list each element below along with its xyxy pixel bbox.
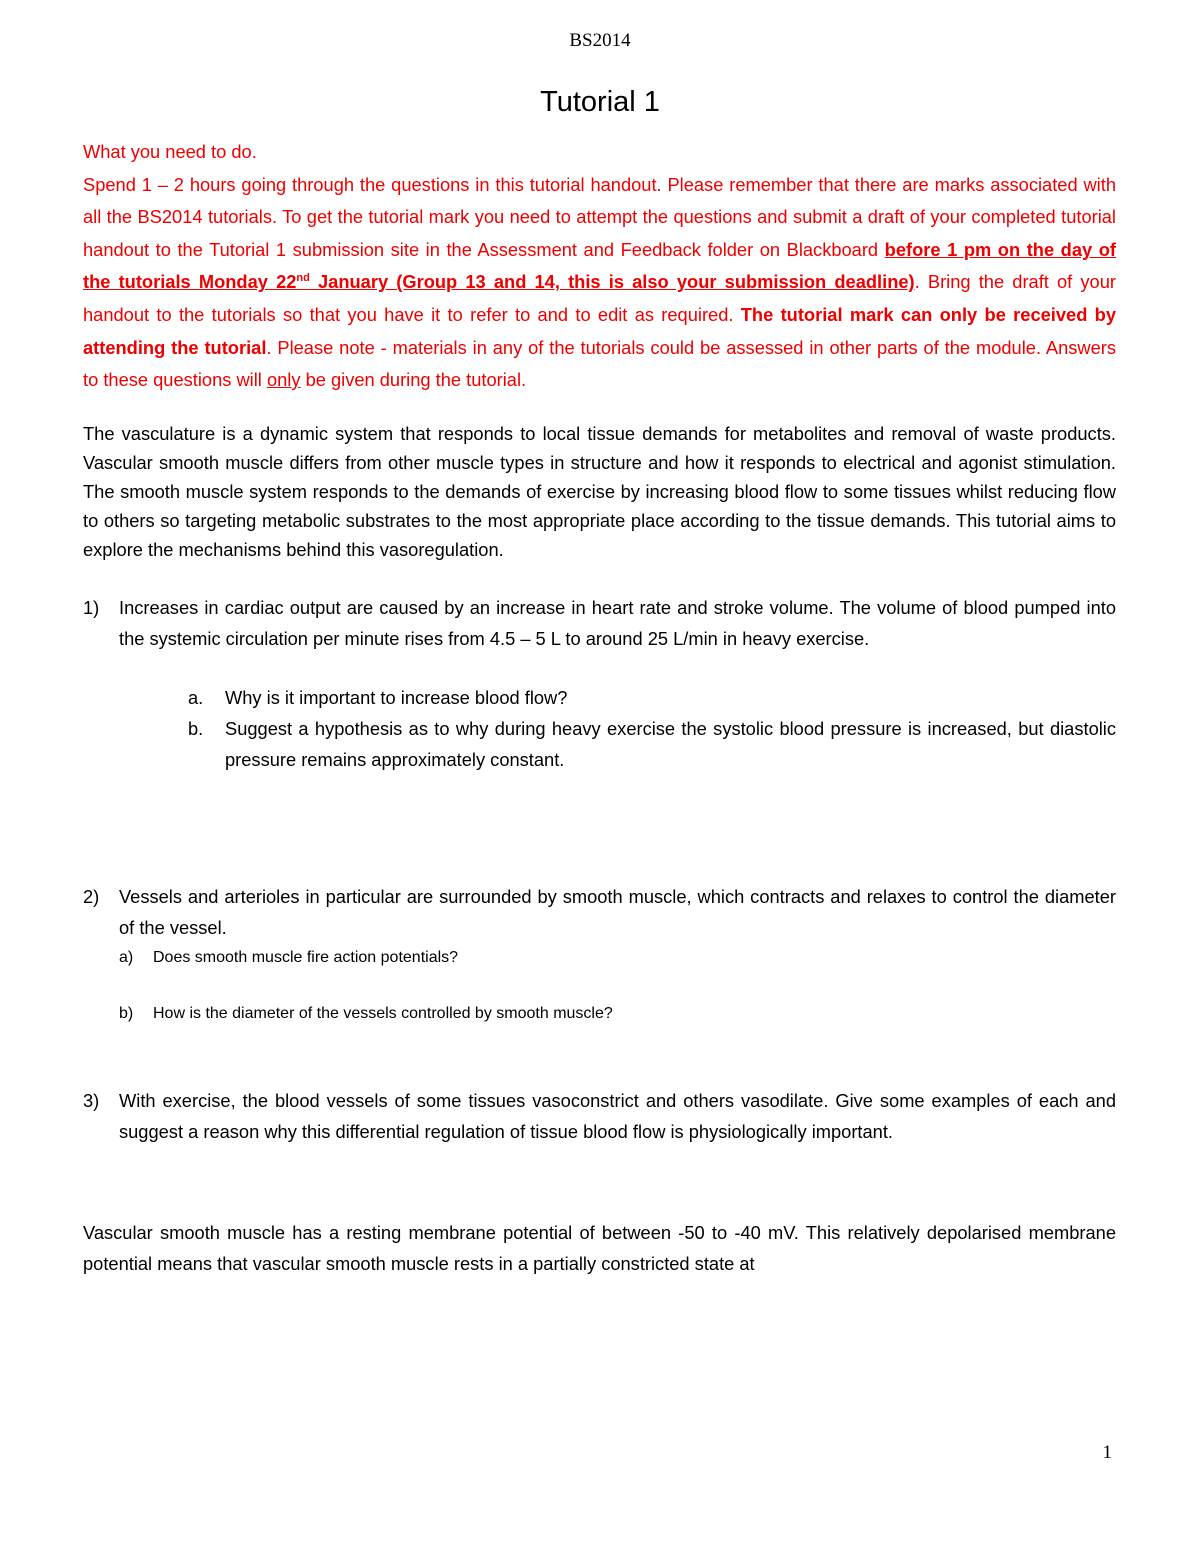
sub-text: Does smooth muscle fire action potentials? bbox=[153, 948, 459, 966]
notice-paragraph bbox=[83, 169, 1116, 397]
question-text: With exercise, the blood vessels of some tissues vasoconstrict and others vasodilate. Give some examples of each and suggest a reason why this differential regulation of tissue blood flow is physiologically important. bbox=[119, 1089, 1116, 1142]
sub-number: b) bbox=[119, 1004, 134, 1022]
sub-number: b. bbox=[188, 717, 204, 739]
question-2b bbox=[83, 999, 1116, 1028]
notice-text-1: Spend 1 – 2 hours going through the questions in this tutorial handout. Please remember that there are marks associated with all the BS2014 tutorials. To get the tutorial mark you need to attempt the questions and submit a draft of your completed tutorial handout to the Tutorial 1 submission site in the Assessment and Feedback folder on Blackboard bbox=[83, 173, 1116, 260]
sub-text: Why is it important to increase blood flow? bbox=[225, 686, 568, 708]
sub-number: a. bbox=[188, 686, 204, 708]
question-1a bbox=[83, 682, 1116, 713]
question-text: Increases in cardiac output are caused by an increase in heart rate and stroke volume. The volume of blood pumped into the systemic circulation per minute rises from 4.5 – 5 L to around 25 L/min in heavy exercise. bbox=[119, 596, 1116, 649]
question-number: 3) bbox=[83, 1089, 100, 1111]
page-title: Tutorial 1 bbox=[540, 86, 660, 118]
page-header: BS2014 bbox=[569, 30, 631, 51]
question-3 bbox=[83, 1085, 1116, 1147]
tutorial-mark-warning: The tutorial mark can only be received by attending the tutorial bbox=[83, 303, 1117, 358]
question-2 bbox=[83, 881, 1116, 943]
closing-paragraph: Vascular smooth muscle has a resting membrane potential of between -50 to -40 mV. This relatively depolarised membrane potential means that vascular smooth muscle rests in a partially constricted state at bbox=[83, 1221, 1116, 1274]
question-1 bbox=[83, 592, 1116, 654]
page-number: 1 bbox=[1102, 1442, 1112, 1463]
question-1b bbox=[83, 713, 1116, 775]
sub-number: a) bbox=[119, 948, 134, 966]
sub-text: Suggest a hypothesis as to why during heavy exercise the systolic blood pressure is increased, but diastolic pressure remains approximately constant. bbox=[225, 717, 1116, 770]
sub-text: How is the diameter of the vessels controlled by smooth muscle? bbox=[153, 1004, 613, 1022]
question-2a bbox=[83, 943, 1116, 972]
question-number: 2) bbox=[83, 885, 100, 907]
document-body bbox=[83, 136, 1116, 1279]
notice-heading: What you need to do. bbox=[83, 141, 257, 162]
question-text: Vessels and arterioles in particular are surrounded by smooth muscle, which contracts and relaxes to control the diameter of the vessel. bbox=[119, 885, 1116, 938]
deadline-text: before 1 pm on the day of the tutorials Monday 22nd January (Group 13 and 14, this is also your submission deadline) bbox=[83, 238, 1116, 293]
notice-text-2: . Bring the draft of your handout to the tutorials so that you have it to refer to and to edit as required. bbox=[83, 271, 1116, 325]
notice-text-4: be given during the tutorial. bbox=[300, 369, 527, 391]
only-emphasis: only bbox=[266, 369, 301, 391]
notice-text-3: . Please note - materials in any of the tutorials could be assessed in other parts of the module. Answers to these questions will bbox=[83, 336, 1116, 391]
question-number: 1) bbox=[83, 596, 100, 618]
intro-paragraph: The vasculature is a dynamic system that responds to local tissue demands for metabolites and removal of waste products. Vascular smooth muscle differs from other muscle types in structure and how it responds to electrical and agonist stimulation. The smooth muscle system responds to the demands of exercise by increasing blood flow to some tissues whilst reducing flow to others so targeting metabolic substrates to the most appropriate place according to the tissue demands. This tutorial aims to explore the mechanisms behind this vasoregulation. bbox=[83, 422, 1116, 560]
